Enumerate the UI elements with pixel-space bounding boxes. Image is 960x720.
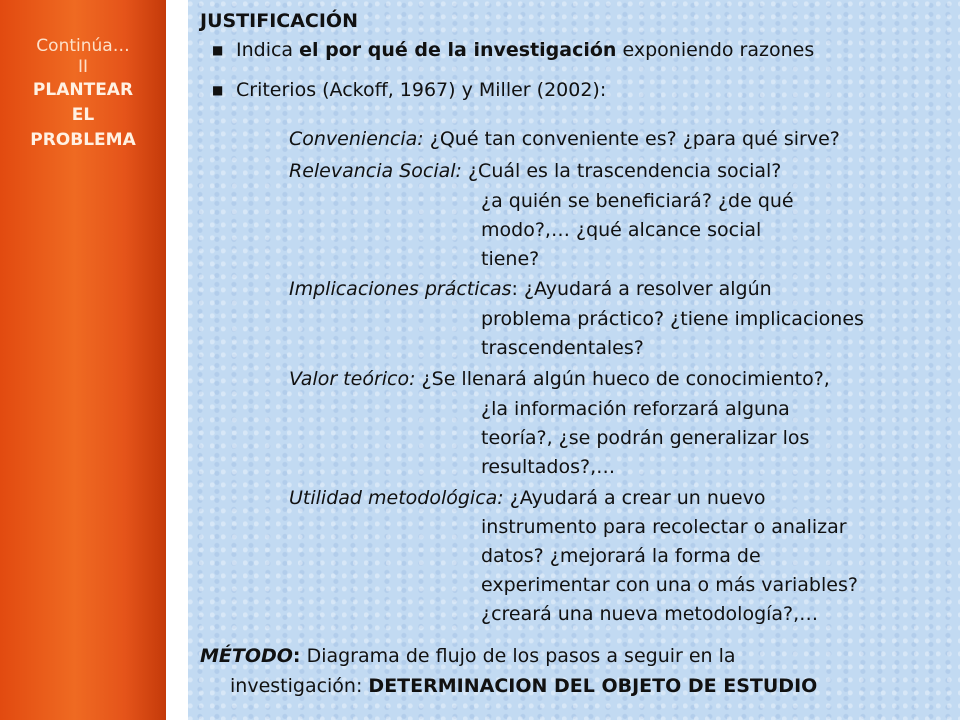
sidebar-title-line: PLANTEAR	[32, 80, 134, 100]
square-bullet-icon: ■	[212, 43, 224, 57]
utilidad-line: experimentar con una o más variables?	[481, 574, 858, 596]
metodo-line: MÉTODO: Diagrama de flujo de los pasos a seguir en la	[200, 645, 736, 667]
valor-line: ¿la información reforzará alguna	[481, 398, 790, 420]
slide-content	[188, 0, 960, 720]
criterion-conveniencia: Conveniencia: ¿Qué tan conveniente es? ¿para qué sirve?	[289, 128, 840, 150]
criterion-valor-teorico: Valor teórico: ¿Se llenará algún hueco de conocimiento?,	[289, 368, 830, 390]
sidebar-section-number: II	[77, 57, 89, 77]
metodo-line-2: investigación: DETERMINACION DEL OBJETO DE ESTUDIO	[230, 675, 818, 697]
utilidad-line: ¿creará una nueva metodología?,…	[481, 603, 819, 625]
utilidad-line: datos? ¿mejorará la forma de	[481, 545, 761, 567]
sidebar-continua: Continúa…	[36, 36, 130, 56]
criterion-relevancia: Relevancia Social: ¿Cuál es la trascendencia social?	[289, 160, 782, 182]
criterion-utilidad: Utilidad metodológica: ¿Ayudará a crear un nuevo	[289, 487, 766, 509]
sidebar-title-line: EL	[71, 105, 95, 125]
bullet-indica: Indica el por qué de la investigación exponiendo razones	[236, 39, 815, 61]
justificacion-heading: JUSTIFICACIÓN	[200, 10, 358, 32]
relevancia-line: ¿a quién se beneficiará? ¿de qué	[481, 190, 794, 212]
divider-gap	[166, 0, 188, 720]
relevancia-line: tiene?	[481, 248, 540, 270]
sidebar-panel	[0, 0, 166, 720]
criterion-implicaciones: Implicaciones prácticas: ¿Ayudará a resolver algún	[289, 278, 772, 300]
valor-line: teoría?, ¿se podrán generalizar los	[481, 427, 810, 449]
bullet-criterios: Criterios (Ackoff, 1967) y Miller (2002):	[236, 79, 607, 101]
utilidad-line: instrumento para recolectar o analizar	[481, 516, 847, 538]
relevancia-line: modo?,… ¿qué alcance social	[481, 219, 762, 241]
implicaciones-line: trascendentales?	[481, 337, 644, 359]
sidebar-title-line: PROBLEMA	[30, 130, 136, 150]
implicaciones-line: problema práctico? ¿tiene implicaciones	[481, 308, 864, 330]
square-bullet-icon: ■	[212, 83, 224, 97]
valor-line: resultados?,…	[481, 456, 616, 478]
